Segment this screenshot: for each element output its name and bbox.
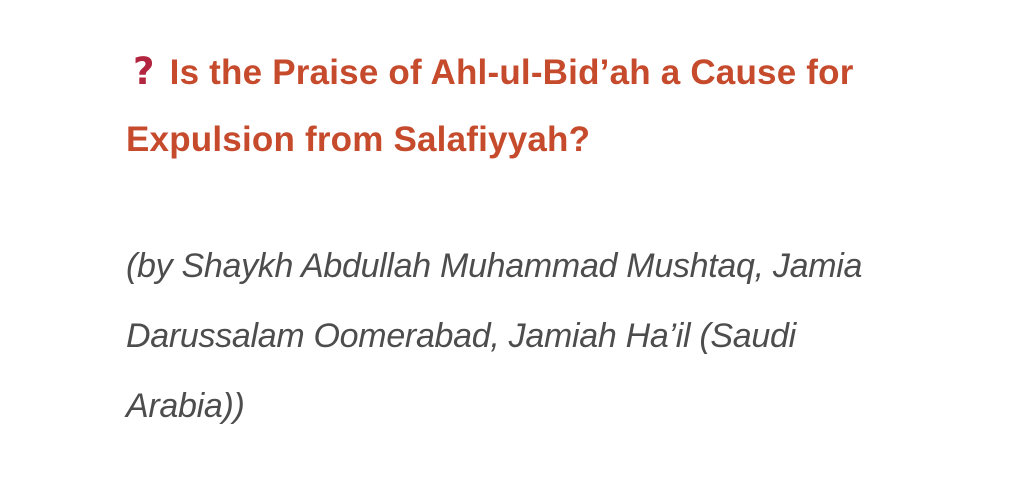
author-byline	[126, 231, 946, 441]
question-mark-icon: ?	[133, 50, 155, 93]
post-title-line-2: Expulsion from Salafiyyah?	[126, 120, 591, 159]
byline-line-1: (by Shaykh Abdullah Muhammad Mushtaq, Jamia	[126, 247, 863, 285]
byline-line-2: Darussalam Oomerabad, Jamiah Ha’il (Saudi	[126, 317, 796, 355]
post-title	[126, 38, 916, 173]
byline-line-3: Arabia))	[126, 387, 245, 425]
post-title-line-1: Is the Praise of Ahl-ul-Bid’ah a Cause for	[169, 53, 854, 92]
